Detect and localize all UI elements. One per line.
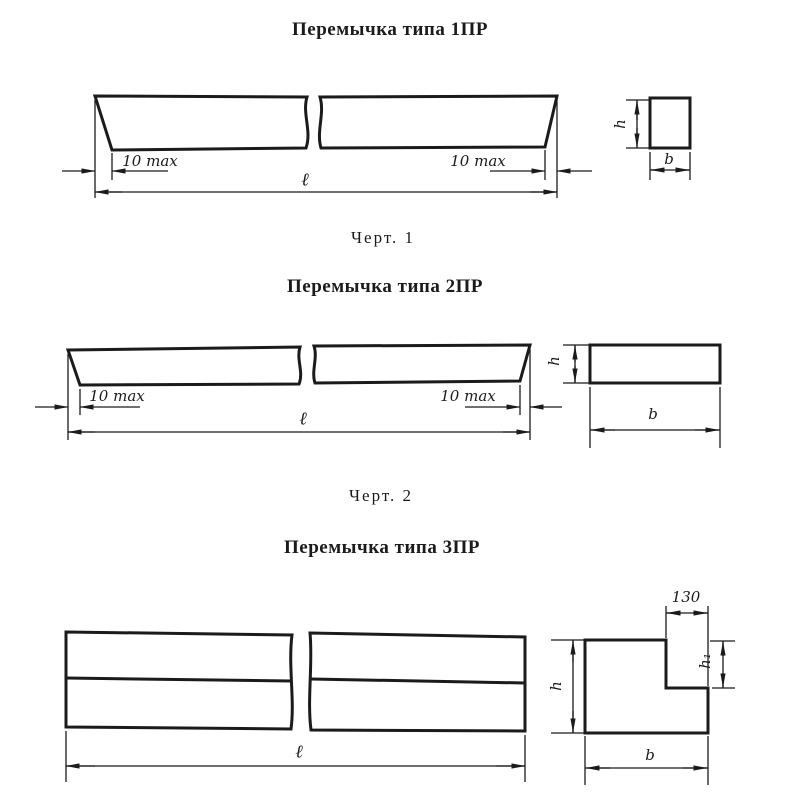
figure1-section-height-label: h: [611, 119, 629, 129]
figure3-notch-width-label: 130: [671, 588, 701, 606]
figure2-caption: Черт. 2: [348, 486, 414, 505]
figure3-notch-depth-label: h₁: [696, 653, 714, 669]
figure3-section-outline: [585, 640, 708, 733]
figure2-section-height-label: h: [545, 356, 563, 366]
figure1-offset-left-label: 10 max: [122, 152, 178, 170]
figure1-beam-outline: [95, 96, 557, 150]
figure1-length-label: ℓ: [301, 169, 309, 191]
figure3-length-label: ℓ: [295, 741, 303, 763]
figure2-section-outline: [590, 345, 720, 383]
figure3-beam-outline: [66, 632, 525, 731]
figure3-title: Перемычка типа 3ПР: [284, 537, 480, 558]
figure2-beam-outline: [68, 345, 530, 385]
figure1-section-dimensions: [626, 100, 690, 180]
figure2-offset-left-label: 10 max: [89, 387, 145, 405]
figure2-section-width-label: b: [648, 405, 658, 423]
figure2-section-dimensions: [563, 345, 720, 448]
figure2-offset-right-label: 10 max: [440, 387, 496, 405]
figure2-length-label: ℓ: [299, 408, 307, 430]
figure3-section-width-label: b: [645, 746, 655, 764]
figure1-title: Перемычка типа 1ПР: [292, 19, 488, 40]
figure1-caption: Черт. 1: [350, 228, 416, 247]
figure2-title: Перемычка типа 2ПР: [287, 276, 483, 297]
figure1-section-width-label: b: [664, 150, 674, 168]
figure1-section-outline: [650, 98, 690, 148]
figure3-section-height-label: h: [547, 681, 565, 691]
figure1-offset-right-label: 10 max: [450, 152, 506, 170]
